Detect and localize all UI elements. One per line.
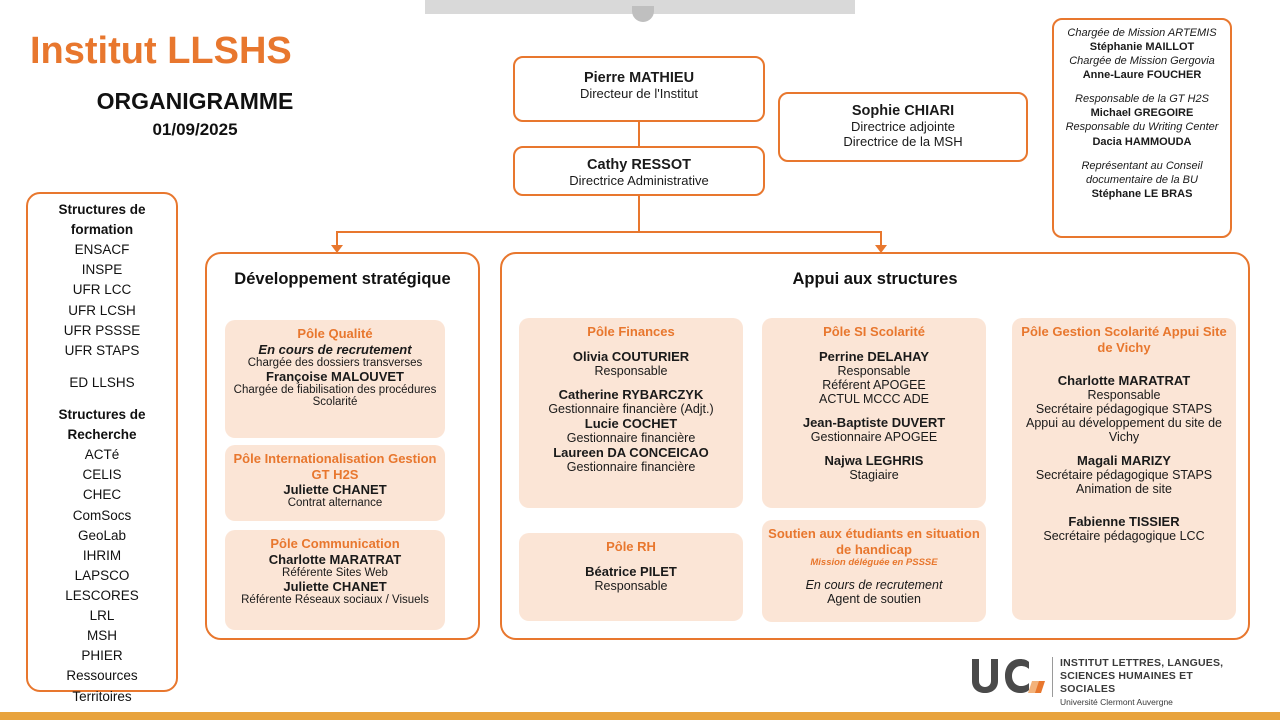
pole-line: Référent APOGEE	[822, 377, 926, 392]
pole-line: Jean-Baptiste DUVERT	[802, 414, 946, 430]
leader-role-secondary: Directrice de la MSH	[843, 134, 963, 149]
pole-line: Secrétaire pédagogique STAPS	[1035, 468, 1213, 483]
pole-title: Pôle Finances	[587, 324, 675, 339]
logo-divider	[1052, 657, 1053, 697]
structure-item: UFR PSSSE	[63, 322, 141, 338]
pole-line: Responsable	[837, 363, 911, 378]
pole-line: Gestionnaire APOGEE	[810, 429, 938, 444]
structure-item: Ressources	[66, 668, 138, 684]
structure-item: Territoires	[72, 688, 132, 704]
structure-item: GeoLab	[77, 527, 127, 543]
pole-line: Stagiaire	[849, 467, 899, 482]
pole-line: Secrétaire pédagogique LCC	[1043, 529, 1205, 544]
pole-line: Agent de soutien	[827, 591, 921, 606]
pole-line: Gestionnaire financière	[566, 459, 696, 474]
structure-item: INSPE	[81, 262, 123, 278]
spacer	[1018, 364, 1230, 373]
spacer	[525, 378, 737, 387]
leader-name: Sophie CHIARI	[851, 103, 955, 119]
spacer	[28, 361, 176, 373]
leader-role: Directrice adjointe	[850, 119, 956, 134]
pole-line: Référente Sites Web	[282, 566, 388, 579]
pole-line: En cours de recrutement	[258, 341, 412, 357]
pole-line: Chargée de fiabilisation des procédures Scolarité	[233, 383, 437, 408]
pole-title: Pôle Internationalisation Gestion GT H2S	[233, 451, 437, 482]
structure-item: ENSACF	[74, 242, 130, 258]
spacer	[1018, 355, 1230, 364]
pole-line: ACTUL MCCC ADE	[819, 391, 929, 406]
pole-line: Juliette CHANET	[283, 578, 387, 594]
logo-text	[1060, 657, 1240, 707]
mission-name: Dacia HAMMOUDA	[1092, 135, 1192, 148]
pole-line: Juliette CHANET	[283, 482, 387, 498]
pole-line: Responsable	[594, 363, 668, 378]
leader-card-director	[513, 56, 765, 122]
connector-cathy-down	[638, 196, 640, 232]
page-subtitle: ORGANIGRAMME	[96, 88, 294, 114]
spacer	[768, 444, 980, 453]
pole-rh-card	[519, 533, 743, 621]
pole-line: Magali MARIZY	[1077, 453, 1171, 469]
top-decoration-bar	[0, 0, 1280, 14]
pole-handicap-card	[762, 520, 986, 622]
structure-item: CHEC	[82, 487, 122, 503]
structure-item: LESCORES	[65, 587, 139, 603]
top-knob	[632, 6, 654, 22]
pole-title: Pôle SI Scolarité	[823, 324, 925, 339]
leader-role: Directrice Administrative	[569, 173, 709, 188]
spacer	[1062, 149, 1222, 159]
pole-line: Béatrice PILET	[585, 563, 677, 579]
pole-line: Lucie COCHET	[584, 415, 678, 431]
structure-item: UFR STAPS	[64, 342, 140, 358]
missions-card	[1052, 18, 1232, 238]
structure-item: LAPSCO	[74, 567, 130, 583]
structures-formation-title: Structures de formation	[58, 202, 146, 238]
leader-card-admin-director	[513, 146, 765, 196]
spacer	[525, 555, 737, 564]
structure-item: ACTé	[84, 447, 120, 463]
logo-line-2: SCIENCES HUMAINES ET SOCIALES	[1060, 669, 1193, 695]
pole-line: Catherine RYBARCZYK	[558, 386, 704, 402]
pole-line: Gestionnaire financière	[566, 430, 696, 445]
pole-line: Gestionnaire financière (Adjt.)	[548, 401, 714, 416]
logo-line-1: INSTITUT LETTRES, LANGUES,	[1060, 657, 1224, 669]
structure-item: UFR LCSH	[68, 302, 136, 318]
pole-line: Chargée des dossiers transverses	[247, 356, 423, 369]
section-title: Développement stratégique	[234, 270, 451, 288]
mission-name: Anne-Laure FOUCHER	[1082, 69, 1202, 82]
mission-label: Responsable de la GT H2S	[1075, 93, 1209, 106]
pole-line: Contrat alternance	[287, 497, 383, 510]
mission-name: Stéphane LE BRAS	[1091, 187, 1193, 200]
structures-card	[26, 192, 178, 704]
spacer	[1018, 505, 1230, 514]
structure-item: PHIER	[81, 648, 123, 664]
uca-logo-icon	[968, 655, 1046, 697]
structures-recherche-title: Structures de Recherche	[58, 406, 146, 443]
spacer	[1018, 496, 1230, 505]
mission-name: Michael GREGOIRE	[1090, 107, 1194, 120]
connector-pierre-cathy	[638, 122, 640, 146]
pole-line: Najwa LEGHRIS	[824, 452, 924, 468]
pole-subtitle: Mission déléguée en PSSSE	[810, 557, 938, 569]
spacer	[768, 406, 980, 415]
structure-item: MSH	[87, 628, 117, 644]
pole-line: Laureen DA CONCEICAO	[553, 444, 709, 460]
spacer	[1062, 82, 1222, 92]
pole-line: Charlotte MARATRAT	[268, 551, 402, 567]
structure-item: LRL	[89, 608, 115, 624]
pole-si-scolarite-card	[762, 318, 986, 508]
leader-name: Cathy RESSOT	[587, 157, 691, 173]
pole-line: En cours de recrutement	[805, 577, 943, 592]
pole-line: Responsable	[594, 578, 668, 593]
pole-line: Secrétaire pédagogique STAPS	[1035, 402, 1213, 417]
leader-role: Directeur de l'Institut	[579, 86, 699, 101]
pole-finances-card	[519, 318, 743, 508]
spacer	[28, 393, 176, 405]
pole-line: Référente Réseaux sociaux / Visuels	[241, 593, 429, 606]
structure-item: CELIS	[82, 467, 122, 483]
pole-title: Soutien aux étudiants en situation de handicap	[768, 526, 980, 557]
spacer	[525, 340, 737, 349]
pole-internationalisation-card	[225, 445, 445, 521]
pole-line: Olivia COUTURIER	[572, 348, 690, 364]
leader-name: Pierre MATHIEU	[583, 70, 695, 86]
mission-name: Stéphanie MAILLOT	[1089, 41, 1195, 54]
pole-communication-card	[225, 530, 445, 630]
leader-card-deputy-director	[778, 92, 1028, 162]
spacer	[1018, 444, 1230, 453]
pole-vichy-card	[1012, 318, 1236, 620]
connector-horizontal	[336, 231, 882, 233]
pole-line: Responsable	[1087, 388, 1161, 403]
mission-label: Chargée de Mission Gergovia	[1069, 55, 1215, 68]
spacer	[768, 340, 980, 349]
spacer	[768, 569, 980, 578]
page-date: 01/09/2025	[152, 120, 238, 139]
pole-title: Pôle Qualité	[297, 326, 373, 341]
pole-line: Animation de site	[1076, 482, 1172, 497]
bottom-accent-bar	[0, 712, 1280, 720]
pole-line: Charlotte MARATRAT	[1057, 373, 1191, 389]
section-title: Appui aux structures	[792, 270, 958, 288]
mission-label: Responsable du Writing Center	[1065, 121, 1219, 134]
pole-title: Pôle Communication	[270, 536, 400, 551]
pole-title: Pôle Gestion Scolarité Appui Site de Vichy	[1021, 324, 1227, 355]
mission-label: Chargée de Mission ARTEMIS	[1067, 27, 1217, 39]
pole-qualite-card	[225, 320, 445, 438]
mission-label: Représentant au Conseil documentaire de la BU	[1081, 159, 1203, 186]
logo-line-3: Université Clermont Auvergne	[1060, 697, 1173, 708]
pole-line: Perrine DELAHAY	[818, 348, 930, 364]
structure-item: IHRIM	[82, 547, 122, 563]
structure-item: ED LLSHS	[69, 374, 135, 390]
pole-title: Pôle RH	[606, 539, 656, 554]
page-title: Institut LLSHS	[30, 30, 292, 72]
pole-line: Françoise MALOUVET	[266, 368, 404, 384]
footer-logo	[968, 655, 1238, 708]
structure-item: ComSocs	[72, 507, 132, 523]
pole-line: Appui au développement du site de Vichy	[1026, 416, 1222, 445]
structure-item: UFR LCC	[72, 282, 132, 298]
pole-line: Fabienne TISSIER	[1068, 514, 1180, 530]
